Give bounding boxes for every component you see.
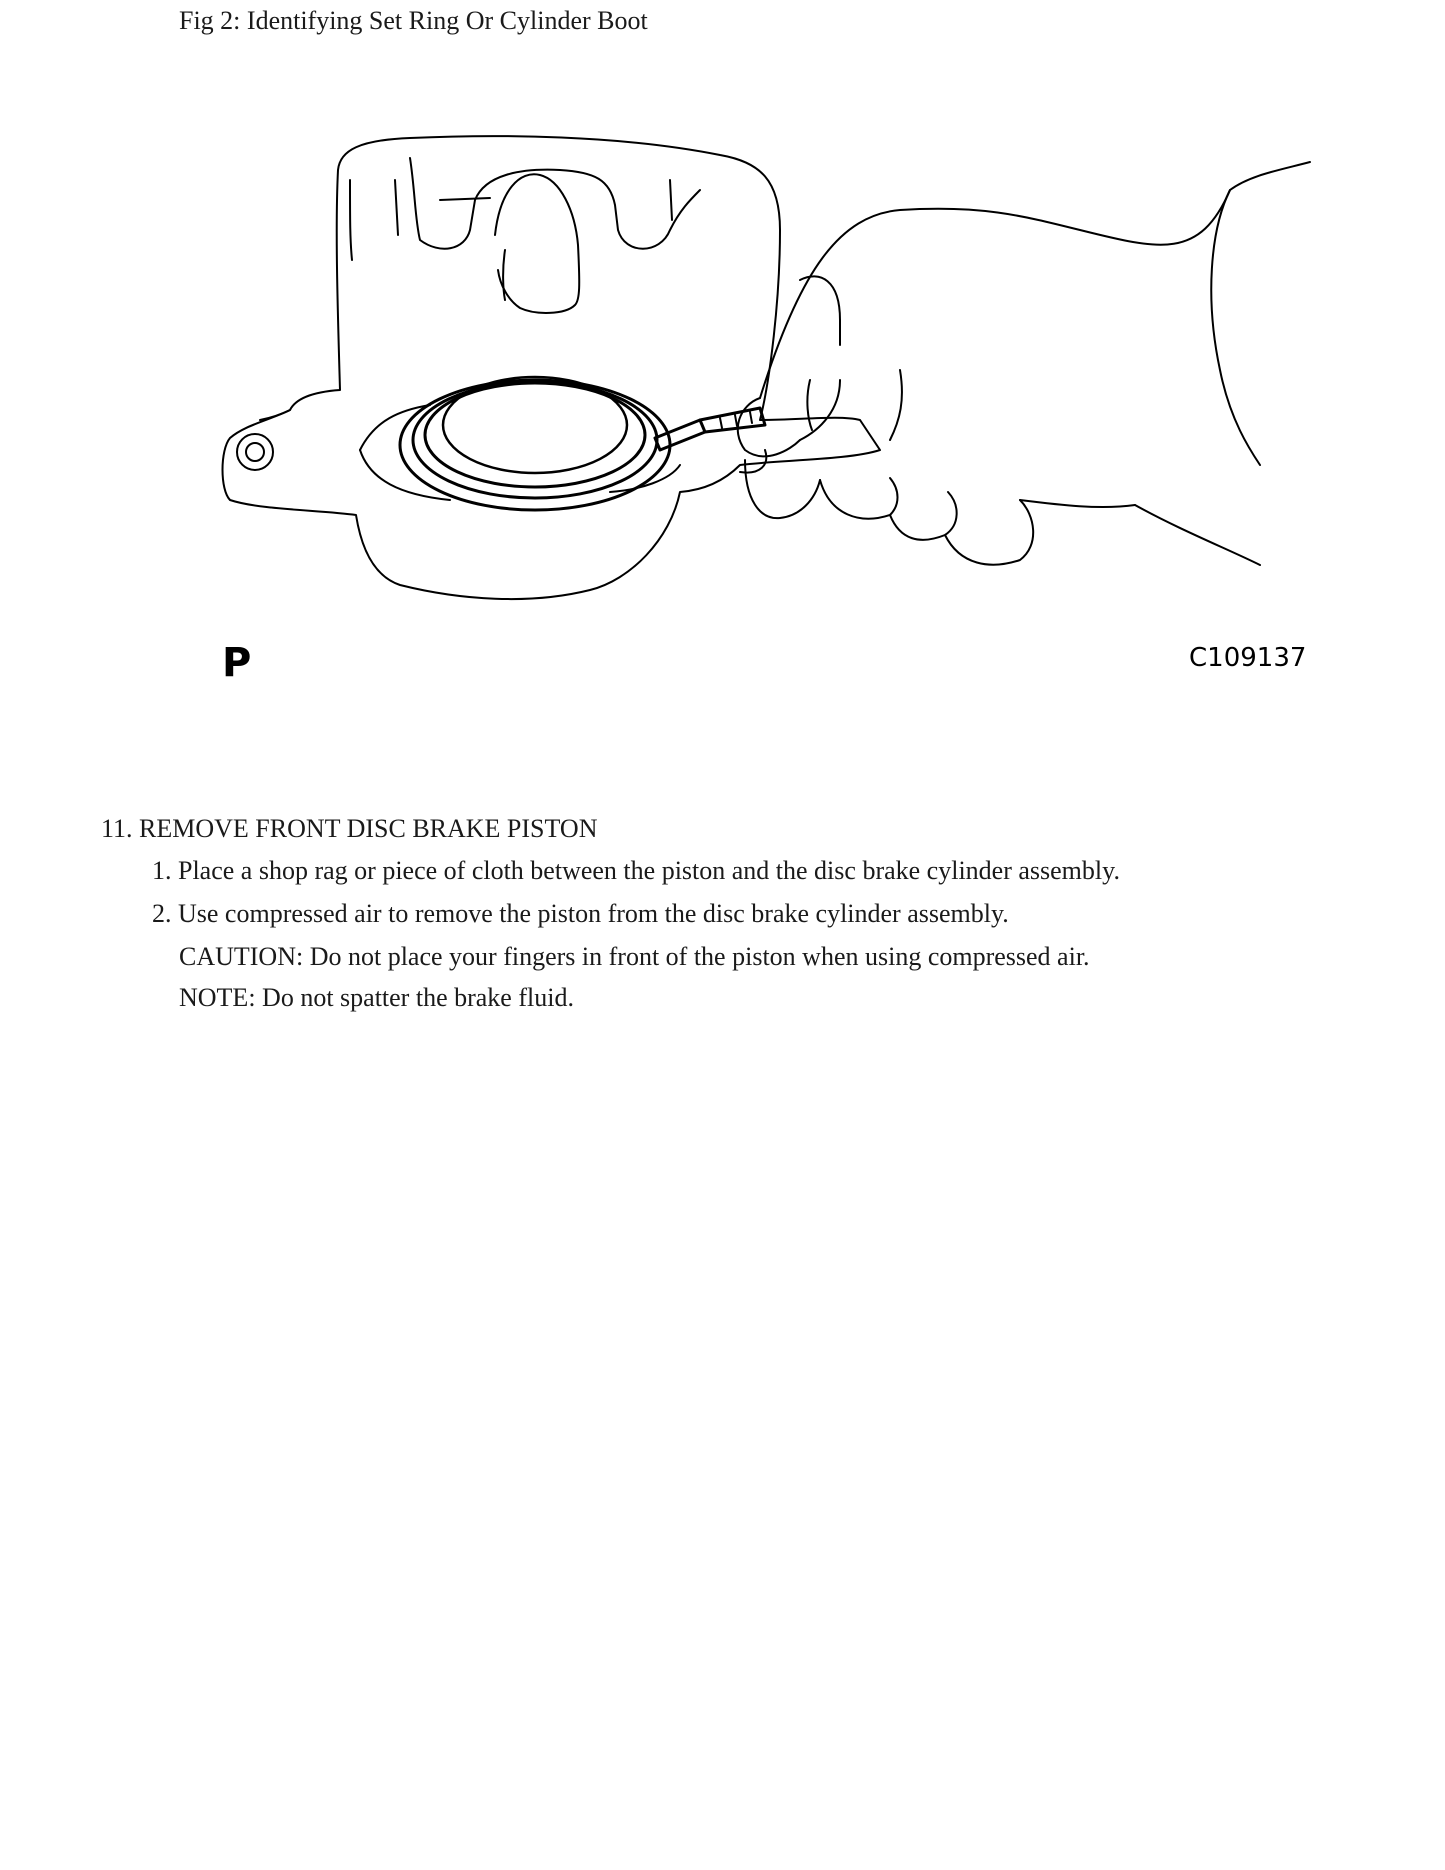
cylinder-boot-outer xyxy=(400,380,670,510)
view-label: P xyxy=(222,640,252,686)
step-heading: 11. REMOVE FRONT DISC BRAKE PISTON xyxy=(101,814,598,843)
piston-face xyxy=(443,377,627,473)
list-item: 1. Place a shop rag or piece of cloth between the piston and the disc brake cylinder assembly. xyxy=(152,856,1120,885)
caliper-window xyxy=(410,158,700,249)
mounting-hole xyxy=(237,434,273,470)
caliper-body xyxy=(223,136,881,599)
mounting-ear xyxy=(260,410,290,420)
figure-code: C109137 xyxy=(1189,643,1307,673)
substep-list xyxy=(152,854,1120,940)
brake-caliper-illustration xyxy=(200,120,1350,720)
caliper-line-drawing xyxy=(200,120,1350,720)
figure-caption: Fig 2: Identifying Set Ring Or Cylinder Boot xyxy=(179,6,648,35)
list-item: 2. Use compressed air to remove the piston from the disc brake cylinder assembly. xyxy=(152,899,1009,928)
note-text: NOTE: Do not spatter the brake fluid. xyxy=(179,983,574,1012)
caliper-slot xyxy=(495,174,579,313)
cylinder-boot-mid xyxy=(413,382,657,498)
caution-text: CAUTION: Do not place your fingers in front of the piston when using compressed air. xyxy=(179,942,1090,971)
screwdriver-shaft xyxy=(700,408,765,432)
